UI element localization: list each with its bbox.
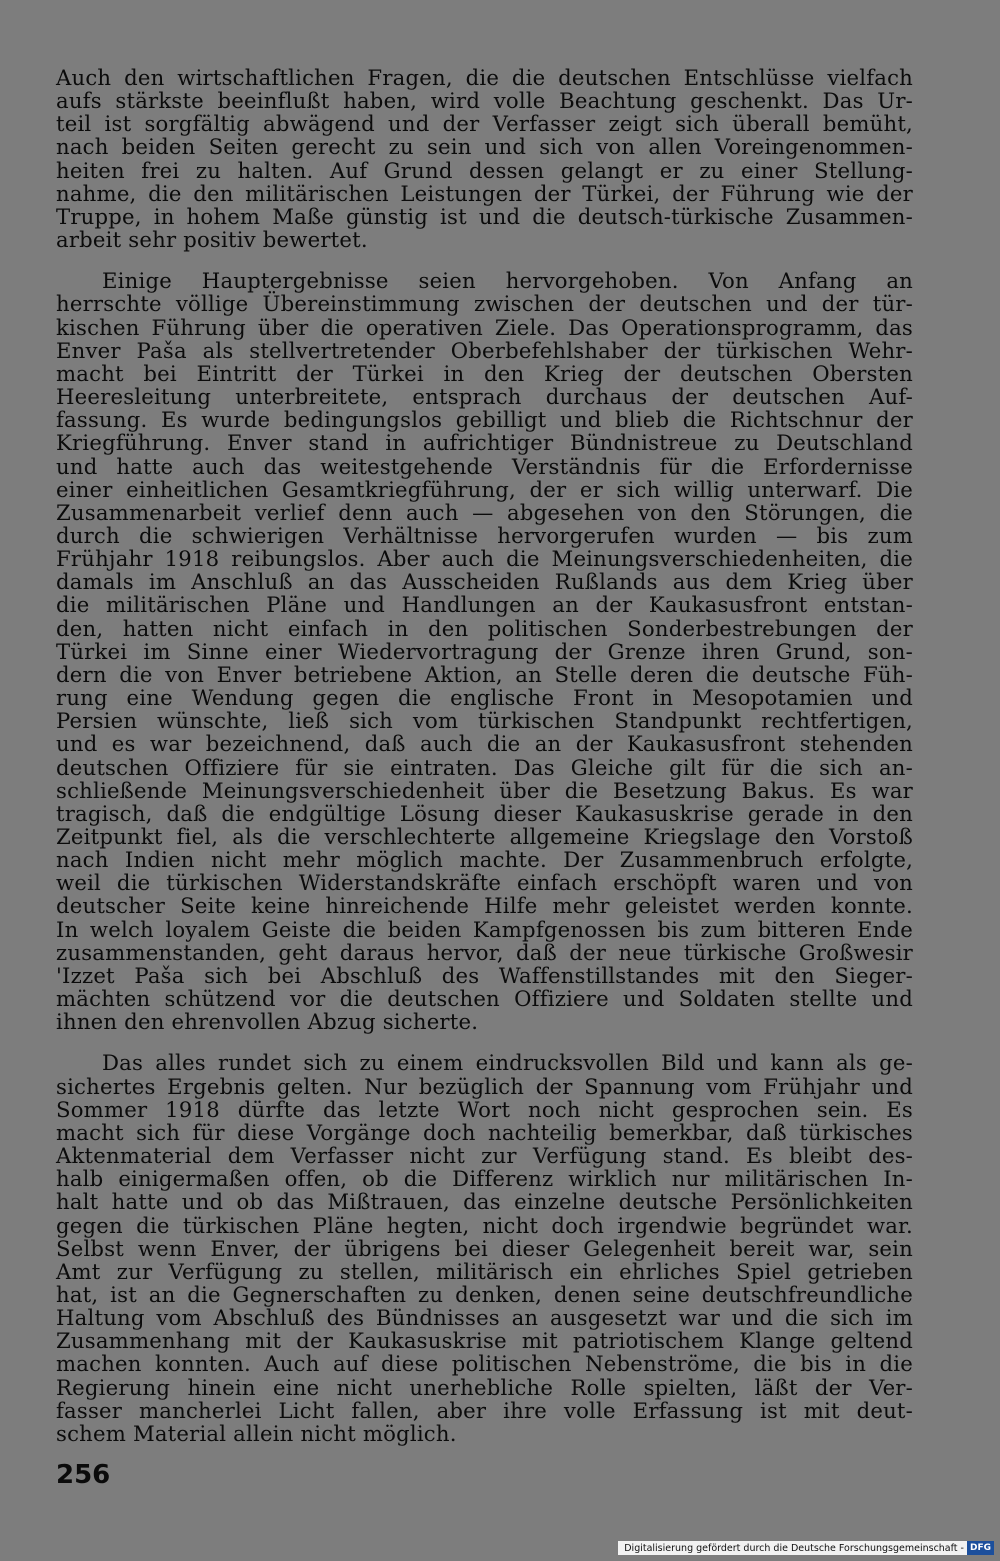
text-line: einer einheitlichen Gesamtkriegführung, der er sich willig unterwarf. Die [56,476,913,502]
text-line: deutschen Offiziere für sie eintraten. Das Gleiche gilt für die sich an- [56,754,913,780]
text-line: machen konnten. Auch auf diese politischen Nebenströme, die bis in die [56,1351,913,1377]
paragraph-3 [56,1051,913,1445]
text-line: Zusammenhang mit der Kaukasuskrise mit patriotischem Klange geltend [56,1328,913,1354]
text-line: fassung. Es wurde bedingungslos gebilligt und blieb die Richtschnur der [56,407,913,433]
text-line: sichertes Ergebnis gelten. Nur bezüglich der Spannung vom Frühjahr und [56,1073,913,1099]
text-line: Enver Paša als stellvertretender Oberbefehlshaber der türkischen Wehr- [56,337,913,363]
text-line: herrschte völlige Übereinstimmung zwischen der deutschen und der tür- [56,291,913,317]
footer-text: Digitalisierung gefördert durch die Deutsche Forschungsgemeinschaft - [624,1542,964,1554]
page-body [56,66,913,1445]
text-line: Haltung vom Abschluß des Bündnisses an ausgesetzt war und die sich im [56,1305,913,1331]
paragraph-1 [56,66,913,251]
paragraph-2 [56,269,913,1033]
text-line: Zusammenarbeit verlief denn auch — abgesehen von den Störungen, die [56,499,913,525]
text-line: gegen die türkischen Pläne hegten, nicht doch irgendwie begründet war. [56,1212,913,1238]
text-line: Sommer 1918 dürfte das letzte Wort noch nicht gesprochen sein. Es [56,1096,913,1122]
text-line: teil ist sorgfältig abwägend und der Verfasser zeigt sich überall bemüht, [56,111,913,137]
text-line: den, hatten nicht einfach in den politischen Sonderbestrebungen der [56,615,913,641]
text-line: Regierung hinein eine nicht unerhebliche Rolle spielten, läßt der Ver- [56,1374,913,1400]
text-line: die militärischen Pläne und Handlungen an der Kaukasusfront entstan- [56,592,913,618]
text-line: nahme, die den militärischen Leistungen der Türkei, der Führung wie der [56,180,913,206]
text-line: schem Material allein nicht möglich. [56,1420,457,1446]
text-line: Auch den wirtschaftlichen Fragen, die die deutschen Entschlüsse vielfach [56,65,913,90]
text-line: schließende Meinungsverschiedenheit über die Besetzung Bakus. Es war [56,777,913,803]
text-line: damals im Anschluß an das Ausscheiden Rußlands aus dem Krieg über [56,569,913,595]
text-line: und hatte auch das weitestgehende Verständnis für die Erfordernisse [56,453,913,479]
text-line: nach Indien nicht mehr möglich machte. Der Zusammenbruch erfolgte, [56,847,913,873]
text-line: weil die türkischen Widerstandskräfte einfach erschöpft waren und von [56,870,913,896]
text-line: Kriegführung. Enver stand in aufrichtiger Bündnistreue zu Deutschland [56,430,913,456]
text-line: fasser mancherlei Licht fallen, aber ihre volle Erfassung ist mit deut- [56,1397,913,1423]
text-line: Frühjahr 1918 reibungslos. Aber auch die Meinungsverschiedenheiten, die [56,546,913,572]
text-line: aufs stärkste beeinflußt haben, wird volle Beachtung geschenkt. Das Ur- [56,88,913,114]
text-line: hat, ist an die Gegnerschaften zu denken, denen seine deutschfreundliche [56,1281,913,1307]
text-line: Das alles rundet sich zu einem eindrucksvollen Bild und kann als ge- [102,1050,913,1076]
text-line: mächten schützend vor die deutschen Offiziere und Soldaten stellte und [56,986,913,1012]
text-line: und es war bezeichnend, daß auch die an der Kaukasusfront stehenden [56,731,913,757]
text-line: In welch loyalem Geiste die beiden Kampfgenossen bis zum bitteren Ende [56,916,913,942]
text-line: Heeresleitung unterbreitete, entsprach durchaus der deutschen Auf- [56,384,913,410]
text-line: arbeit sehr positiv bewertet. [56,227,368,253]
page-number: 256 [56,1460,111,1490]
text-line: halt hatte und ob das Mißtrauen, das einzelne deutsche Persönlichkeiten [56,1189,913,1215]
text-line: heiten frei zu halten. Auf Grund dessen gelangt er zu einer Stellung- [56,157,913,183]
text-line: Einige Hauptergebnisse seien hervorgehoben. Von Anfang an [102,268,913,294]
text-line: macht bei Eintritt der Türkei in den Krieg der deutschen Obersten [56,360,913,386]
text-line: Türkei im Sinne einer Wiedervortragung der Grenze ihren Grund, son- [56,638,913,664]
text-line: kischen Führung über die operativen Ziele. Das Operationsprogramm, das [56,314,913,340]
text-line: 'Izzet Paša sich bei Abschluß des Waffenstillstandes mit den Sieger- [56,962,913,988]
text-line: deutscher Seite keine hinreichende Hilfe mehr geleistet werden konnte. [56,893,913,919]
text-line: halb einigermaßen offen, ob die Differenz wirklich nur militärischen In- [56,1166,913,1192]
text-line: Zeitpunkt fiel, als die verschlechterte allgemeine Kriegslage den Vorstoß [56,824,913,849]
text-line: rung eine Wendung gegen die englische Front in Mesopotamien und [56,685,913,711]
text-line: Aktenmaterial dem Verfasser nicht zur Verfügung stand. Es bleibt des- [56,1143,913,1169]
text-line: Truppe, in hohem Maße günstig ist und die deutsch-türkische Zusammen- [56,203,913,229]
text-line: Selbst wenn Enver, der übrigens bei dieser Gelegenheit bereit war, sein [56,1235,913,1261]
text-line: tragisch, daß die endgültige Lösung dieser Kaukasuskrise gerade in den [56,800,913,826]
dfg-logo: DFG [967,1541,994,1555]
text-line: ihnen den ehrenvollen Abzug sicherte. [56,1009,479,1035]
text-line: Amt zur Verfügung zu stellen, militärisch ein ehrliches Spiel getrieben [56,1258,913,1284]
text-line: durch die schwierigen Verhältnisse hervorgerufen wurden — bis zum [56,522,913,548]
text-line: dern die von Enver betriebene Aktion, an Stelle deren die deutsche Füh- [56,661,913,687]
digitization-footer [618,1541,994,1555]
text-line: zusammenstanden, geht daraus hervor, daß der neue türkische Großwesir [56,939,913,965]
text-line: macht sich für diese Vorgänge doch nachteilig bemerkbar, daß türkisches [56,1119,913,1145]
text-line: nach beiden Seiten gerecht zu sein und sich von allen Voreingenommen- [56,134,913,160]
text-line: Persien wünschte, ließ sich vom türkischen Standpunkt rechtfertigen, [56,708,913,734]
